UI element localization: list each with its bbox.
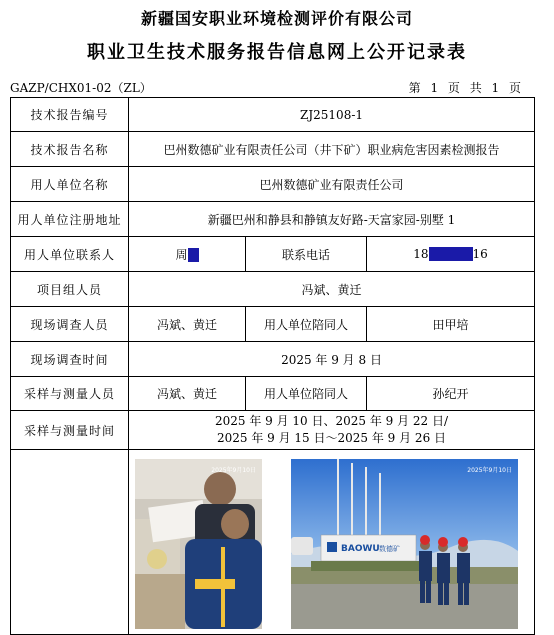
org-title: 新疆国安职业环境检测评价有限公司 <box>140 9 413 28</box>
row-photos <box>11 450 535 635</box>
row-employer-address <box>11 202 535 237</box>
sampling-time-value <box>129 411 535 450</box>
photo-cell <box>129 450 535 635</box>
employer-name-label: 用人单位名称 <box>11 167 129 202</box>
sampling-time-label: 采样与测量时间 <box>11 411 129 450</box>
sampling-companion-value: 孙纪开 <box>367 377 535 411</box>
phone-end: 16 <box>472 246 488 261</box>
sampling-time-line1: 2025 年 9 月 10 日、2025 年 9 月 22 日/ <box>214 414 449 428</box>
phone-value <box>367 237 535 272</box>
page-info: 第 1 页 共 1 页 <box>408 81 524 95</box>
row-employer-contact <box>11 237 535 272</box>
redaction-mark <box>429 247 473 261</box>
row-sampling-staff <box>11 377 535 411</box>
row-report-no <box>11 98 535 132</box>
photo-indoor-signing <box>135 459 262 629</box>
outdoor-photo-image <box>291 459 518 629</box>
sampling-staff-value: 冯斌、黄迁 <box>129 377 246 411</box>
row-employer-name <box>11 167 535 202</box>
employer-name-value: 巴州数德矿业有限责任公司 <box>129 167 535 202</box>
report-no-value: ZJ25108-1 <box>129 98 535 132</box>
record-table <box>10 97 535 635</box>
row-report-name <box>11 132 535 167</box>
report-name-value: 巴州数德矿业有限责任公司（井下矿）职业病危害因素检测报告 <box>129 132 535 167</box>
photo-label-cell <box>11 450 129 635</box>
redaction-mark <box>188 248 199 262</box>
row-site-survey <box>11 307 535 342</box>
employer-address-label: 用人单位注册地址 <box>11 202 129 237</box>
survey-time-value: 2025 年 9 月 8 日 <box>129 342 535 377</box>
sampling-time-line2: 2025 年 9 月 15 日～2025 年 9 月 26 日 <box>216 431 447 445</box>
report-no-label: 技术报告编号 <box>11 98 129 132</box>
survey-time-label: 现场调查时间 <box>11 342 129 377</box>
sign-brand-cn: 数德矿 <box>379 545 400 553</box>
contact-label: 用人单位联系人 <box>11 237 129 272</box>
phone-label: 联系电话 <box>246 237 367 272</box>
indoor-photo-image <box>135 459 262 629</box>
employer-address-value: 新疆巴州和静县和静镇友好路-天富家园-别墅 1 <box>129 202 535 237</box>
row-project-members <box>11 272 535 307</box>
contact-name: 周 <box>175 247 188 262</box>
document-title: 职业卫生技术服务报告信息网上公开记录表 <box>87 42 467 63</box>
project-members-value: 冯斌、黄迁 <box>129 272 535 307</box>
site-survey-label: 现场调查人员 <box>11 307 129 342</box>
photo-outdoor-group <box>291 459 518 629</box>
report-name-label: 技术报告名称 <box>11 132 129 167</box>
project-members-label: 项目组人员 <box>11 272 129 307</box>
sampling-companion-label: 用人单位陪同人 <box>246 377 367 411</box>
row-sampling-time <box>11 411 535 450</box>
right-photo-timestamp: 2025年9月10日 <box>467 467 512 474</box>
form-code: GAZP/CHX01-02（ZL） <box>10 81 152 95</box>
sampling-staff-label: 采样与测量人员 <box>11 377 129 411</box>
contact-value <box>129 237 246 272</box>
site-survey-value: 冯斌、黄迁 <box>129 307 246 342</box>
site-companion-label: 用人单位陪同人 <box>246 307 367 342</box>
phone-start: 18 <box>413 246 429 261</box>
site-companion-value: 田甲培 <box>367 307 535 342</box>
left-photo-timestamp: 2025年9月10日 <box>211 467 256 474</box>
row-survey-time <box>11 342 535 377</box>
sign-brand: BAOWU <box>341 544 380 554</box>
